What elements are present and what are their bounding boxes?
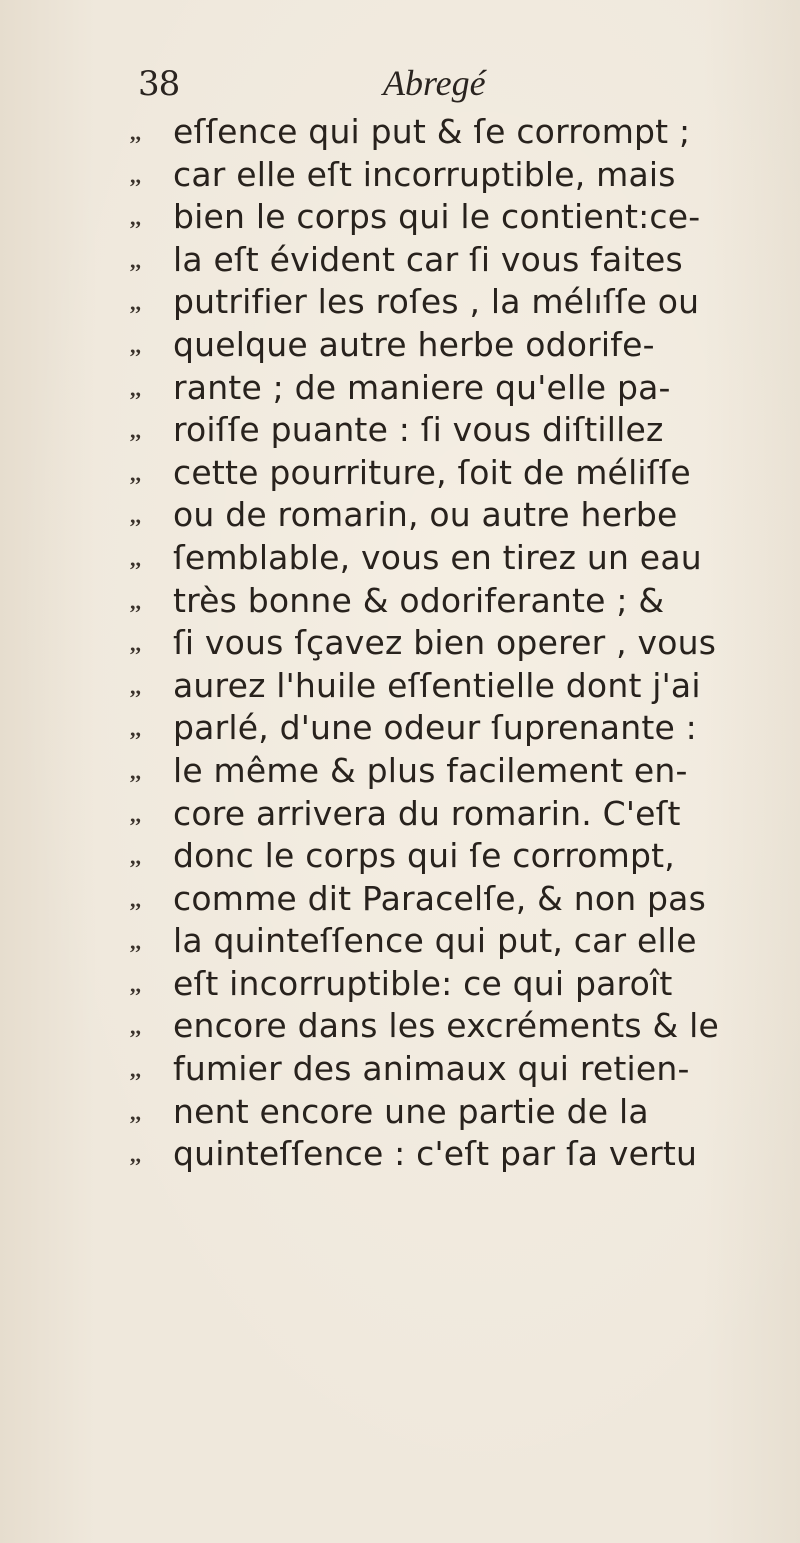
quote-mark: ,, xyxy=(130,290,141,316)
line-text: putrifier les roſes , la mélıſſe ou xyxy=(173,282,700,322)
text-line xyxy=(130,112,780,155)
quote-mark: ,, xyxy=(130,503,141,529)
text-line xyxy=(130,581,780,624)
text-line xyxy=(130,410,780,453)
quote-mark: ,, xyxy=(130,418,141,444)
text-line xyxy=(130,921,780,964)
line-text: ſi vous ſçavez bien operer , vous xyxy=(173,623,717,663)
text-line xyxy=(130,1092,780,1135)
quote-mark: ,, xyxy=(130,1099,141,1125)
quote-mark: ,, xyxy=(130,162,141,188)
line-text: car elle eſt incorruptible, mais xyxy=(173,154,676,194)
text-line xyxy=(130,708,780,751)
line-text: la eſt évident car ſi vous faites xyxy=(173,239,683,279)
line-text: bien le corps qui le contient:ce- xyxy=(173,197,701,237)
quote-mark: ,, xyxy=(130,716,141,742)
line-text: aurez l'huile eſſentielle dont j'ai xyxy=(173,665,701,705)
text-line xyxy=(130,836,780,879)
line-text: comme dit Paracelſe, & non pas xyxy=(173,878,707,918)
text-line xyxy=(130,368,780,411)
body-text xyxy=(130,112,780,1177)
quote-mark: ,, xyxy=(130,929,141,955)
text-line xyxy=(130,879,780,922)
line-text: le même & plus facilement en- xyxy=(173,750,688,790)
line-text: roiſſe puante : ſi vous diſtillez xyxy=(173,410,664,450)
text-line xyxy=(130,240,780,283)
text-line xyxy=(130,1049,780,1092)
line-text: donc le corps qui ſe corrompt, xyxy=(173,836,675,876)
quote-mark: ,, xyxy=(130,758,141,784)
line-text: quelque autre herbe odorife- xyxy=(173,324,655,364)
quote-mark: ,, xyxy=(130,375,141,401)
line-text: encore dans les excréments & le xyxy=(173,1006,719,1046)
page-number: 38 xyxy=(138,64,180,104)
text-line xyxy=(130,325,780,368)
quote-mark: ,, xyxy=(130,801,141,827)
quote-mark: ,, xyxy=(130,545,141,571)
line-text: rante ; de maniere qu'elle pa- xyxy=(173,367,671,407)
quote-mark: ,, xyxy=(130,886,141,912)
line-text: eſſence qui put & ſe corrompt ; xyxy=(173,112,691,151)
quote-mark: ,, xyxy=(130,844,141,870)
quote-mark: ,, xyxy=(130,631,141,657)
text-line xyxy=(130,538,780,581)
text-line xyxy=(130,1134,780,1177)
line-text: fumier des animaux qui retien- xyxy=(173,1049,690,1089)
text-line xyxy=(130,197,780,240)
line-text: parlé, d'une odeur ſuprenante : xyxy=(173,708,697,748)
quote-mark: ,, xyxy=(130,460,141,486)
quote-mark: ,, xyxy=(130,205,141,231)
running-title: Abregé xyxy=(383,63,486,103)
quote-mark: ,, xyxy=(130,247,141,273)
text-line xyxy=(130,1006,780,1049)
quote-mark: ,, xyxy=(130,120,141,145)
line-text: ou de romarin, ou autre herbe xyxy=(173,495,678,535)
text-line xyxy=(130,495,780,538)
quote-mark: ,, xyxy=(130,971,141,997)
text-line xyxy=(130,623,780,666)
page-header xyxy=(138,58,658,108)
quote-mark: ,, xyxy=(130,1057,141,1083)
line-text: très bonne & odoriferante ; & xyxy=(173,580,665,620)
line-text: nent encore une partie de la xyxy=(173,1091,649,1131)
text-line xyxy=(130,794,780,837)
text-line xyxy=(130,155,780,198)
line-text: la quinteſſence qui put, car elle xyxy=(173,921,697,961)
quote-mark: ,, xyxy=(130,588,141,614)
line-text: eſt incorruptible: ce qui paroît xyxy=(173,963,673,1003)
text-line xyxy=(130,453,780,496)
line-text: quinteſſence : c'eſt par ſa vertu xyxy=(173,1134,698,1174)
quote-mark: ,, xyxy=(130,1014,141,1040)
line-text: ſemblable, vous en tirez un eau xyxy=(173,537,702,577)
text-line xyxy=(130,282,780,325)
line-text: cette pourriture, ſoit de méliſſe xyxy=(173,452,691,492)
quote-mark: ,, xyxy=(130,1142,141,1168)
text-line xyxy=(130,751,780,794)
quote-mark: ,, xyxy=(130,332,141,358)
quote-mark: ,, xyxy=(130,673,141,699)
line-text: core arrivera du romarin. C'eſt xyxy=(173,793,681,833)
text-line xyxy=(130,666,780,709)
text-line xyxy=(130,964,780,1007)
